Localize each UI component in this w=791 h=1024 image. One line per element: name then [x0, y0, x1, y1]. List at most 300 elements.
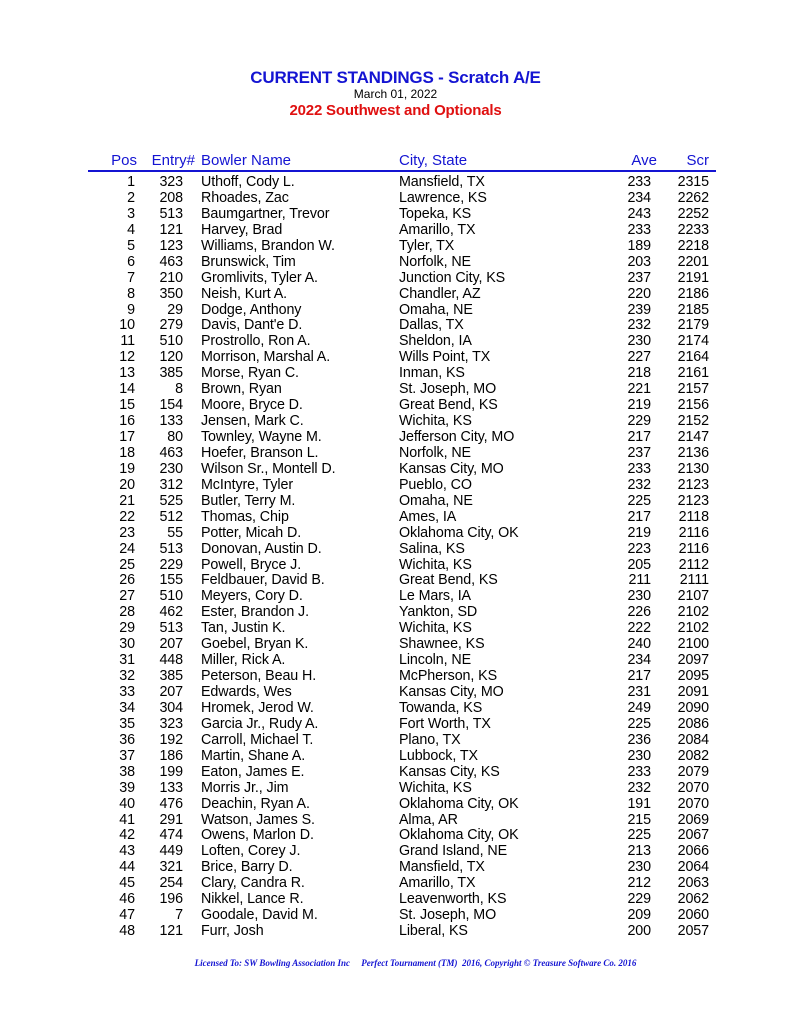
- cell-ave: 226: [627, 604, 651, 621]
- cell-name: Morrison, Marshal A.: [201, 349, 331, 366]
- cell-scr: 2252: [677, 205, 709, 222]
- cell-entry: 186: [159, 747, 183, 764]
- cell-city: Fort Worth, TX: [399, 715, 491, 732]
- cell-name: Dodge, Anthony: [201, 301, 302, 318]
- column-header-name: Bowler Name: [201, 152, 292, 169]
- cell-entry: 80: [167, 429, 183, 445]
- cell-city: Kansas City, MO: [399, 460, 504, 477]
- cell-scr: 2218: [677, 237, 709, 254]
- cell-name: Rhoades, Zac: [201, 189, 289, 206]
- cell-city: Salina, KS: [399, 540, 465, 557]
- cell-pos: 11: [120, 333, 135, 350]
- cell-ave: 237: [627, 444, 651, 461]
- cell-name: Powell, Bryce J.: [201, 556, 302, 573]
- cell-entry: 133: [159, 779, 183, 796]
- cell-scr: 2136: [677, 444, 709, 461]
- cell-entry: 154: [159, 397, 183, 414]
- cell-name: Townley, Wayne M.: [201, 429, 322, 445]
- table-row: [0, 588, 791, 604]
- cell-ave: 223: [627, 540, 651, 557]
- cell-entry: 155: [159, 572, 183, 589]
- cell-scr: 2091: [677, 684, 709, 700]
- cell-city: Towanda, KS: [399, 699, 483, 716]
- cell-city: Norfolk, NE: [399, 444, 471, 461]
- cell-scr: 2152: [677, 413, 709, 430]
- cell-city: Le Mars, IA: [399, 588, 471, 605]
- cell-pos: 48: [119, 923, 135, 940]
- cell-ave: 203: [627, 253, 651, 270]
- cell-city: Wills Point, TX: [399, 349, 491, 366]
- table-row: [0, 317, 791, 333]
- cell-ave: 234: [627, 189, 651, 206]
- cell-ave: 213: [627, 843, 651, 860]
- cell-name: Morse, Ryan C.: [201, 365, 299, 382]
- cell-scr: 2262: [677, 189, 709, 206]
- cell-scr: 2095: [677, 668, 709, 685]
- cell-ave: 221: [627, 381, 651, 398]
- cell-entry: 385: [159, 668, 183, 685]
- cell-pos: 45: [119, 875, 135, 892]
- table-row: [0, 397, 791, 413]
- cell-scr: 2164: [677, 349, 709, 366]
- cell-name: Donovan, Austin D.: [201, 540, 322, 557]
- cell-name: Harvey, Brad: [201, 221, 283, 238]
- cell-ave: 232: [627, 476, 651, 493]
- cell-pos: 15: [119, 397, 135, 414]
- cell-city: Wichita, KS: [399, 779, 472, 796]
- cell-pos: 31: [119, 652, 135, 669]
- cell-scr: 2185: [677, 301, 709, 318]
- cell-city: Alma, AR: [399, 811, 458, 828]
- cell-ave: 233: [627, 221, 651, 238]
- cell-entry: 208: [159, 189, 183, 206]
- cell-ave: 232: [627, 317, 651, 334]
- cell-name: Gromlivits, Tyler A.: [201, 269, 318, 286]
- cell-scr: 2156: [677, 397, 709, 414]
- table-row: [0, 859, 791, 875]
- cell-pos: 28: [119, 604, 135, 621]
- table-row: [0, 429, 791, 445]
- cell-ave: 200: [627, 923, 651, 940]
- column-header-pos: Pos: [111, 152, 137, 169]
- cell-ave: 231: [627, 684, 651, 700]
- cell-entry: 513: [159, 205, 183, 222]
- cell-pos: 18: [119, 444, 135, 461]
- cell-ave: 211: [628, 572, 651, 589]
- cell-city: Jefferson City, MO: [399, 429, 515, 445]
- cell-ave: 225: [627, 492, 651, 509]
- report-subtitle: 2022 Southwest and Optionals: [289, 102, 502, 119]
- cell-ave: 230: [627, 859, 651, 876]
- cell-scr: 2062: [677, 891, 709, 908]
- cell-city: Pueblo, CO: [399, 476, 472, 493]
- cell-city: Lincoln, NE: [399, 652, 472, 669]
- table-row: [0, 509, 791, 525]
- cell-ave: 239: [627, 301, 651, 318]
- cell-ave: 219: [627, 524, 651, 541]
- cell-ave: 236: [627, 731, 651, 748]
- cell-pos: 40: [119, 795, 135, 812]
- cell-city: Grand Island, NE: [399, 843, 508, 860]
- cell-city: Inman, KS: [399, 365, 465, 382]
- cell-pos: 44: [119, 859, 135, 876]
- cell-entry: 510: [159, 333, 183, 350]
- cell-entry: 513: [159, 620, 183, 637]
- cell-scr: 2161: [677, 365, 709, 382]
- cell-city: Topeka, KS: [399, 205, 472, 222]
- cell-ave: 233: [627, 763, 651, 780]
- cell-scr: 2233: [677, 221, 709, 238]
- cell-entry: 291: [159, 811, 183, 828]
- cell-entry: 199: [159, 763, 183, 780]
- cell-entry: 323: [159, 715, 183, 732]
- table-row: [0, 827, 791, 843]
- cell-entry: 476: [159, 795, 183, 812]
- cell-city: Great Bend, KS: [399, 397, 498, 414]
- cell-city: Omaha, NE: [399, 301, 473, 318]
- cell-scr: 2100: [677, 636, 709, 653]
- cell-entry: 463: [159, 444, 183, 461]
- cell-entry: 7: [175, 907, 183, 924]
- license-footer: Licensed To: SW Bowling Association Inc Perfect Tournament (TM) 2016, Copyright © Treasure Software Co. 2016: [194, 958, 637, 968]
- table-row: [0, 572, 791, 588]
- cell-scr: 2070: [677, 779, 709, 796]
- cell-entry: 8: [175, 381, 183, 398]
- cell-city: Leavenworth, KS: [399, 891, 507, 908]
- cell-ave: 233: [627, 460, 651, 477]
- cell-name: Deachin, Ryan A.: [201, 795, 310, 812]
- table-row: [0, 365, 791, 381]
- cell-city: Amarillo, TX: [399, 875, 476, 892]
- cell-name: Eaton, James E.: [201, 763, 305, 780]
- cell-ave: 219: [627, 397, 651, 414]
- table-row: [0, 732, 791, 748]
- table-row: [0, 254, 791, 270]
- cell-pos: 22: [119, 508, 135, 525]
- cell-city: St. Joseph, MO: [399, 381, 497, 398]
- cell-ave: 215: [627, 811, 651, 828]
- cell-entry: 525: [159, 492, 183, 509]
- column-header-scr: Scr: [686, 152, 709, 169]
- table-row: [0, 652, 791, 668]
- cell-name: Moore, Bryce D.: [201, 397, 303, 414]
- cell-entry: 120: [159, 349, 183, 366]
- cell-entry: 513: [159, 540, 183, 557]
- cell-name: Goodale, David M.: [201, 907, 318, 924]
- cell-name: Davis, Dant'e D.: [201, 317, 303, 334]
- cell-pos: 47: [119, 907, 135, 924]
- cell-pos: 29: [119, 620, 135, 637]
- cell-ave: 220: [627, 285, 651, 302]
- cell-pos: 38: [119, 763, 135, 780]
- cell-name: Ester, Brandon J.: [201, 604, 309, 621]
- table-row: [0, 302, 791, 318]
- cell-scr: 2079: [677, 763, 709, 780]
- cell-city: Chandler, AZ: [399, 285, 481, 302]
- cell-scr: 2063: [677, 875, 709, 892]
- cell-ave: 230: [627, 333, 651, 350]
- cell-entry: 512: [159, 508, 183, 525]
- table-row: [0, 700, 791, 716]
- cell-scr: 2179: [677, 317, 709, 334]
- cell-entry: 207: [159, 684, 183, 700]
- cell-ave: 217: [627, 668, 651, 685]
- cell-name: Brunswick, Tim: [201, 253, 296, 270]
- cell-ave: 234: [627, 652, 651, 669]
- table-row: [0, 636, 791, 652]
- cell-city: Great Bend, KS: [399, 572, 498, 589]
- table-row: [0, 541, 791, 557]
- cell-pos: 1: [127, 174, 135, 190]
- cell-city: Liberal, KS: [399, 923, 468, 940]
- cell-entry: 321: [159, 859, 183, 876]
- cell-city: Shawnee, KS: [399, 636, 485, 653]
- table-row: [0, 270, 791, 286]
- cell-entry: 462: [159, 604, 183, 621]
- cell-entry: 474: [159, 827, 183, 844]
- column-header-entry: Entry#: [151, 152, 195, 169]
- cell-scr: 2147: [677, 429, 709, 445]
- cell-scr: 2107: [677, 588, 709, 605]
- cell-name: Williams, Brandon W.: [201, 237, 335, 254]
- cell-ave: 233: [627, 174, 651, 190]
- cell-scr: 2116: [678, 524, 709, 541]
- cell-city: Amarillo, TX: [399, 221, 476, 238]
- table-row: [0, 349, 791, 365]
- standings-table: [0, 152, 791, 170]
- cell-ave: 191: [627, 795, 651, 812]
- cell-ave: 225: [627, 827, 651, 844]
- cell-ave: 222: [627, 620, 651, 637]
- cell-scr: 2123: [677, 476, 709, 493]
- cell-pos: 26: [119, 572, 135, 589]
- table-row: [0, 891, 791, 907]
- cell-entry: 279: [159, 317, 183, 334]
- table-row: [0, 604, 791, 620]
- cell-city: Tyler, TX: [399, 237, 455, 254]
- cell-pos: 41: [119, 811, 135, 828]
- cell-scr: 2112: [678, 556, 709, 573]
- cell-name: Furr, Josh: [201, 923, 264, 940]
- cell-pos: 8: [127, 285, 135, 302]
- cell-city: Oklahoma City, OK: [399, 827, 519, 844]
- table-row: [0, 668, 791, 684]
- cell-pos: 33: [119, 684, 135, 700]
- cell-city: Dallas, TX: [399, 317, 464, 334]
- cell-entry: 229: [159, 556, 183, 573]
- cell-name: Peterson, Beau H.: [201, 668, 317, 685]
- table-header-row: [0, 152, 791, 170]
- cell-entry: 210: [159, 269, 183, 286]
- cell-entry: 323: [159, 174, 183, 190]
- cell-entry: 192: [159, 731, 183, 748]
- table-row: [0, 748, 791, 764]
- cell-name: Owens, Marlon D.: [201, 827, 314, 844]
- cell-scr: 2174: [677, 333, 709, 350]
- cell-entry: 121: [159, 221, 183, 238]
- cell-name: Hromek, Jerod W.: [201, 699, 314, 716]
- cell-entry: 29: [167, 301, 183, 318]
- cell-scr: 2315: [677, 174, 709, 190]
- cell-name: Hoefer, Branson L.: [201, 444, 319, 461]
- cell-pos: 3: [127, 205, 135, 222]
- cell-pos: 2: [127, 189, 135, 206]
- cell-ave: 229: [627, 413, 651, 430]
- cell-city: Wichita, KS: [399, 413, 472, 430]
- cell-name: Brown, Ryan: [201, 381, 282, 398]
- cell-pos: 5: [127, 237, 135, 254]
- cell-name: Wilson Sr., Montell D.: [201, 460, 336, 477]
- cell-name: Loften, Corey J.: [201, 843, 301, 860]
- cell-pos: 9: [127, 301, 135, 318]
- cell-ave: 230: [627, 588, 651, 605]
- cell-ave: 217: [627, 508, 651, 525]
- cell-pos: 21: [119, 492, 135, 509]
- table-row: [0, 174, 791, 190]
- cell-name: Clary, Candra R.: [201, 875, 305, 892]
- cell-pos: 16: [119, 413, 135, 430]
- cell-scr: 2201: [677, 253, 709, 270]
- cell-scr: 2067: [677, 827, 709, 844]
- cell-entry: 55: [167, 524, 183, 541]
- table-row: [0, 445, 791, 461]
- cell-city: Yankton, SD: [399, 604, 478, 621]
- cell-pos: 34: [119, 699, 135, 716]
- table-row: [0, 764, 791, 780]
- cell-name: Brice, Barry D.: [201, 859, 293, 876]
- cell-ave: 205: [627, 556, 651, 573]
- cell-city: Sheldon, IA: [399, 333, 472, 350]
- cell-pos: 35: [119, 715, 135, 732]
- cell-city: McPherson, KS: [399, 668, 498, 685]
- cell-name: Garcia Jr., Rudy A.: [201, 715, 319, 732]
- cell-pos: 27: [119, 588, 135, 605]
- cell-pos: 32: [119, 668, 135, 685]
- table-row: [0, 206, 791, 222]
- cell-ave: 218: [627, 365, 651, 382]
- report-title: CURRENT STANDINGS - Scratch A/E: [250, 68, 541, 87]
- cell-scr: 2123: [677, 492, 709, 509]
- cell-city: Omaha, NE: [399, 492, 473, 509]
- cell-scr: 2102: [677, 604, 709, 621]
- cell-city: Wichita, KS: [399, 620, 472, 637]
- cell-name: Miller, Rick A.: [201, 652, 286, 669]
- cell-name: Morris Jr., Jim: [201, 779, 289, 796]
- table-row: [0, 796, 791, 812]
- cell-pos: 43: [119, 843, 135, 860]
- cell-city: Mansfield, TX: [399, 174, 485, 190]
- table-row: [0, 413, 791, 429]
- cell-pos: 36: [119, 731, 135, 748]
- cell-pos: 10: [119, 317, 135, 334]
- cell-ave: 229: [627, 891, 651, 908]
- cell-ave: 240: [627, 636, 651, 653]
- table-row: [0, 525, 791, 541]
- cell-pos: 42: [119, 827, 135, 844]
- cell-pos: 19: [119, 460, 135, 477]
- cell-scr: 2069: [677, 811, 709, 828]
- cell-ave: 230: [627, 747, 651, 764]
- cell-name: Potter, Micah D.: [201, 524, 302, 541]
- cell-city: Wichita, KS: [399, 556, 472, 573]
- cell-name: Butler, Terry M.: [201, 492, 296, 509]
- cell-name: Goebel, Bryan K.: [201, 636, 309, 653]
- cell-entry: 207: [159, 636, 183, 653]
- cell-name: Carroll, Michael T.: [201, 731, 314, 748]
- cell-pos: 20: [119, 476, 135, 493]
- cell-entry: 448: [159, 652, 183, 669]
- cell-pos: 37: [119, 747, 135, 764]
- cell-city: Ames, IA: [399, 508, 457, 525]
- cell-city: Lawrence, KS: [399, 189, 487, 206]
- cell-name: Jensen, Mark C.: [201, 413, 304, 430]
- table-row: [0, 493, 791, 509]
- cell-name: Prostrollo, Ron A.: [201, 333, 311, 350]
- cell-pos: 14: [119, 381, 135, 398]
- cell-entry: 312: [159, 476, 183, 493]
- table-row: [0, 333, 791, 349]
- cell-entry: 385: [159, 365, 183, 382]
- cell-pos: 25: [119, 556, 135, 573]
- table-row: [0, 620, 791, 636]
- cell-name: Meyers, Cory D.: [201, 588, 303, 605]
- table-row: [0, 780, 791, 796]
- cell-scr: 2111: [679, 572, 709, 589]
- table-row: [0, 875, 791, 891]
- cell-scr: 2086: [677, 715, 709, 732]
- cell-entry: 304: [159, 699, 183, 716]
- table-row: [0, 907, 791, 923]
- cell-city: Kansas City, MO: [399, 684, 504, 700]
- cell-ave: 212: [627, 875, 651, 892]
- cell-scr: 2118: [678, 508, 709, 525]
- cell-scr: 2082: [677, 747, 709, 764]
- cell-name: Tan, Justin K.: [201, 620, 286, 637]
- cell-entry: 196: [159, 891, 183, 908]
- cell-scr: 2084: [677, 731, 709, 748]
- table-row: [0, 286, 791, 302]
- cell-pos: 24: [119, 540, 135, 557]
- cell-entry: 133: [159, 413, 183, 430]
- cell-entry: 510: [159, 588, 183, 605]
- cell-scr: 2090: [677, 699, 709, 716]
- cell-pos: 12: [119, 349, 135, 366]
- cell-ave: 209: [627, 907, 651, 924]
- cell-ave: 225: [627, 715, 651, 732]
- table-row: [0, 716, 791, 732]
- cell-scr: 2057: [677, 923, 709, 940]
- cell-city: Lubbock, TX: [399, 747, 478, 764]
- cell-name: Baumgartner, Trevor: [201, 205, 330, 222]
- cell-entry: 230: [159, 460, 183, 477]
- table-row: [0, 477, 791, 493]
- table-row: [0, 843, 791, 859]
- cell-city: St. Joseph, MO: [399, 907, 497, 924]
- cell-scr: 2060: [677, 907, 709, 924]
- cell-city: Oklahoma City, OK: [399, 795, 519, 812]
- cell-pos: 13: [119, 365, 135, 382]
- cell-pos: 17: [119, 429, 135, 445]
- cell-entry: 254: [159, 875, 183, 892]
- table-row: [0, 381, 791, 397]
- table-row: [0, 222, 791, 238]
- cell-pos: 39: [119, 779, 135, 796]
- cell-entry: 121: [159, 923, 183, 940]
- cell-scr: 2070: [677, 795, 709, 812]
- cell-name: Feldbauer, David B.: [201, 572, 325, 589]
- cell-pos: 7: [127, 269, 135, 286]
- cell-city: Junction City, KS: [399, 269, 506, 286]
